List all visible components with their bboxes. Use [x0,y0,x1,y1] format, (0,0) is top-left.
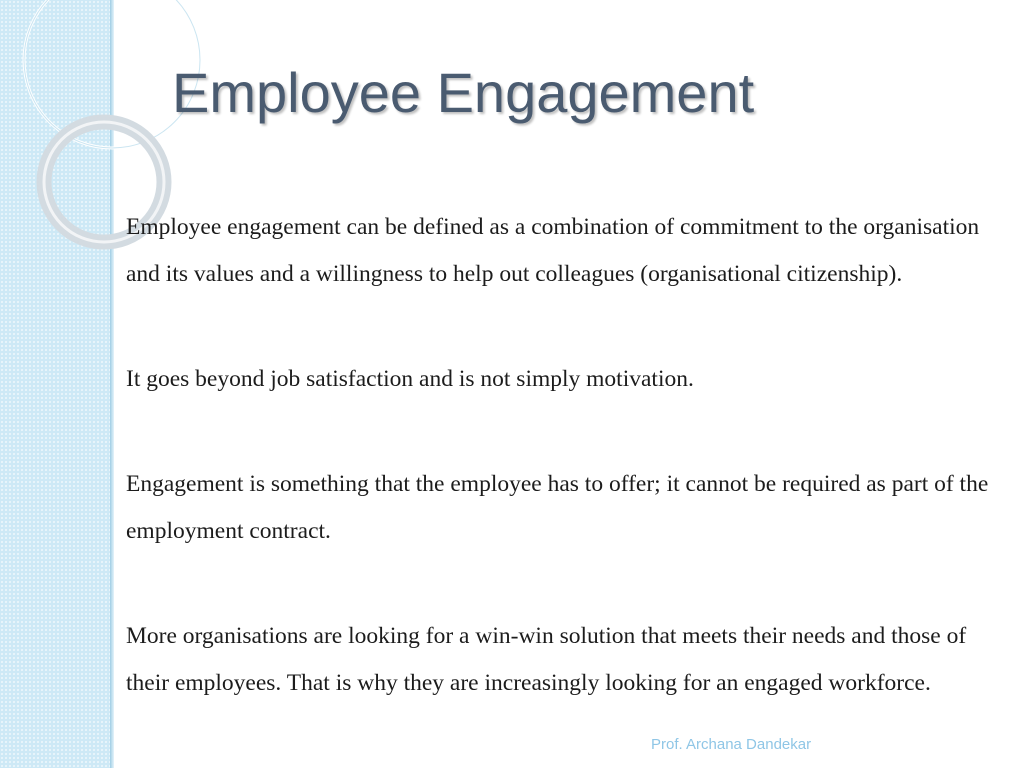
slide-body [126,204,1006,707]
paragraph-offer: Engagement is something that the employee has to offer; it cannot be required as part of the employment contract. [126,471,989,544]
paragraph-win-win: More organisations are looking for a win-win solution that meets their needs and those of their employees. That is why they are increasingly looking for an engaged workforce. [126,623,967,696]
paragraph-definition: Employee engagement can be defined as a combination of commitment to the organisation and its values and a willingness to help out colleagues (organisational citizenship). [126,214,980,287]
slide-footer-author: Prof. Archana Dandekar [651,736,812,753]
paragraph-beyond-satisfaction: It goes beyond job satisfaction and is not simply motivation. [126,366,694,392]
slide-title: Employee Engagement [172,61,755,124]
